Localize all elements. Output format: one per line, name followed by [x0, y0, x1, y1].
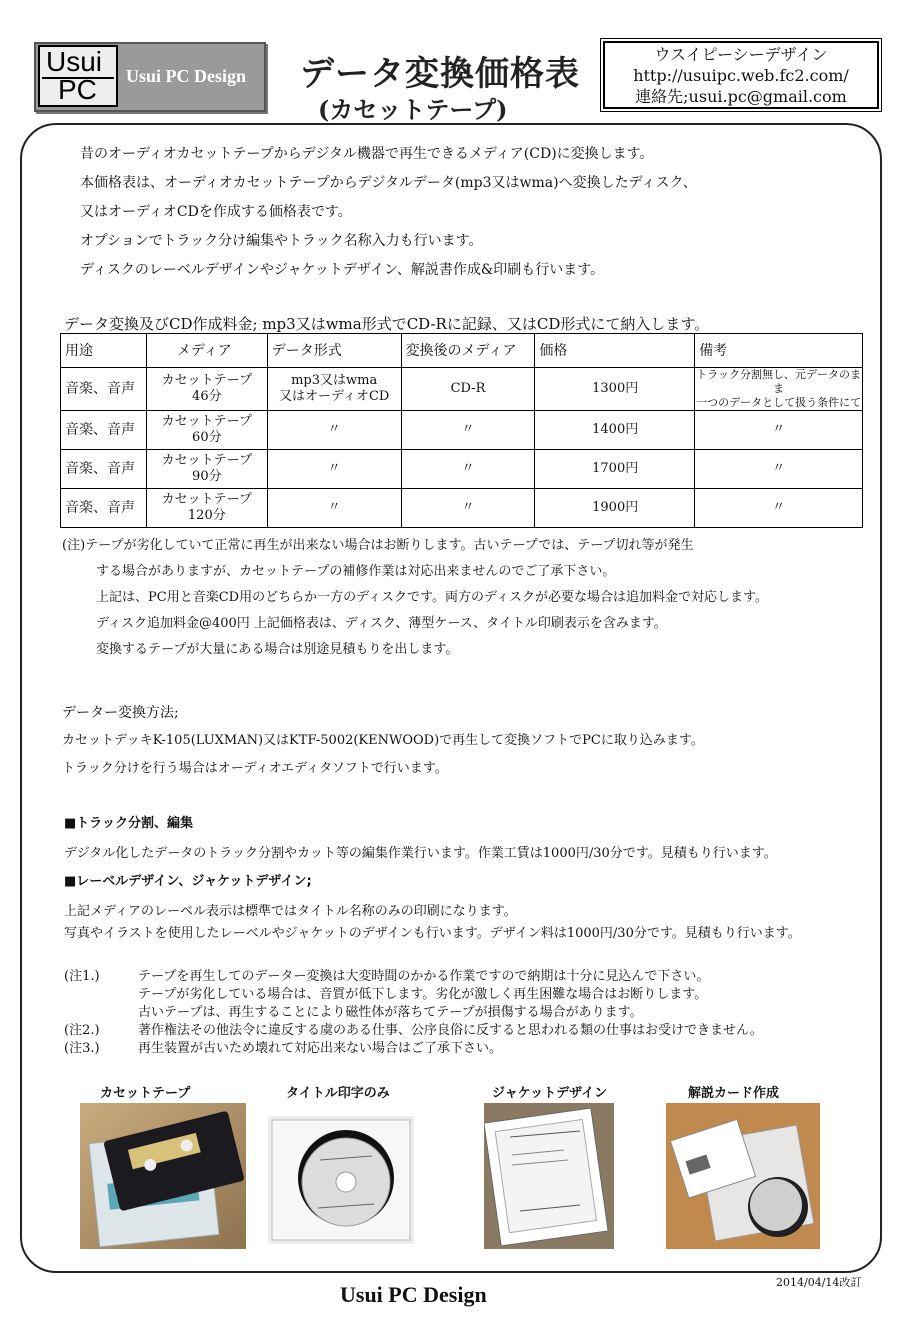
- logo-mark-bottom: PC: [58, 74, 97, 105]
- header-cell: 価格: [535, 334, 695, 368]
- note-line: (注)テープが劣化していて正常に再生が出来ない場合はお断りします。古いテープでは、テープ切れ等が発生: [62, 538, 694, 553]
- note-line: する場合がありますが、カセットテープの補修作業は対応出来ませんのでご了承下さい。: [96, 564, 616, 579]
- cell-note: 〃: [695, 450, 863, 489]
- cell-note: 〃: [695, 411, 863, 450]
- logo-mark-top: Usui: [46, 46, 103, 77]
- contact-email[interactable]: 連絡先;usui.pc@gmail.com: [635, 87, 847, 106]
- intro-line: 又はオーディオCDを作成する価格表です。: [80, 204, 352, 220]
- cell-media: カセットテープ 90分: [146, 450, 267, 489]
- cell-price: 1400円: [535, 411, 695, 450]
- logo-mark: [38, 45, 118, 107]
- table-row: [61, 368, 863, 411]
- photo-caption: タイトル印字のみ: [286, 1086, 390, 1101]
- cell-price: 1300円: [535, 368, 695, 411]
- price-table: [60, 333, 863, 528]
- method-line: トラック分けを行う場合はオーディオエディタソフトで行います。: [62, 761, 448, 776]
- footnote-row: (注2.) 著作権法その他法令に違反する虞のある仕事、公序良俗に反すると思われる類の仕事はお受けできません。: [64, 1023, 763, 1038]
- table-row: [61, 489, 863, 528]
- logo-text: Usui PC Design: [126, 66, 247, 86]
- header-cell: 用途: [61, 334, 147, 368]
- cell-format: 〃: [267, 489, 401, 528]
- label-design-line: 上記メディアのレーベル表示は標準ではタイトル名称のみの印刷になります。: [64, 904, 517, 919]
- cell-use: 音楽、音声: [61, 489, 147, 528]
- label-design-title: ■レーベルデザイン、ジャケットデザイン;: [64, 874, 312, 889]
- footnote-row: テープが劣化している場合は、音質が低下します。劣化が激しく再生困難な場合はお断りします。: [138, 987, 708, 1002]
- cell-note: 〃: [695, 489, 863, 528]
- booklet-card-photo: [666, 1103, 820, 1249]
- cell-output: 〃: [401, 411, 535, 450]
- photo-caption: ジャケットデザイン: [492, 1086, 608, 1101]
- header-cell: 変換後のメディア: [401, 334, 535, 368]
- price-section-title: データ変換及びCD作成料金; mp3又はwma形式でCD-Rに記録、又はCD形式にて納入します。: [64, 315, 710, 333]
- contact-name: ウスイピーシーデザイン: [654, 45, 828, 64]
- cell-note: トラック分割無し、元データのまま 一つのデータとして扱う条件にて: [696, 368, 862, 409]
- cell-media: カセットテープ 60分: [146, 411, 267, 450]
- cell-use: 音楽、音声: [61, 368, 147, 411]
- cd-title-only-photo: [268, 1116, 414, 1244]
- revision-date: 2014/04/14改訂: [776, 1276, 862, 1289]
- intro-line: 本価格表は、オーディオカセットテープからデジタルデータ(mp3又はwma)へ変換したディスク、: [80, 175, 697, 191]
- intro-line: ディスクのレーベルデザインやジャケットデザイン、解説書作成&印刷も行います。: [80, 262, 605, 278]
- note-line: 上記は、PC用と音楽CD用のどちらか一方のディスクです。両方のディスクが必要な場合は追加料金で対応します。: [96, 590, 768, 605]
- footnotes: [64, 968, 763, 1058]
- photo-caption: 解説カード作成: [688, 1086, 780, 1101]
- contact-url[interactable]: http://usuipc.web.fc2.com/: [633, 66, 849, 85]
- page-title: データ変換価格表: [300, 54, 580, 94]
- cell-output: 〃: [401, 450, 535, 489]
- contact-box: [600, 38, 882, 112]
- footer-brand: Usui PC Design: [340, 1282, 487, 1307]
- method-title: データー変換方法;: [62, 705, 179, 721]
- table-row: [61, 450, 863, 489]
- cell-price: 1700円: [535, 450, 695, 489]
- table-row: [61, 411, 863, 450]
- cell-price: 1900円: [535, 489, 695, 528]
- intro-line: オプションでトラック分け編集やトラック名称入力も行います。: [80, 233, 483, 249]
- cell-output: CD-R: [401, 368, 535, 411]
- track-edit-title: ■トラック分割、編集: [64, 816, 194, 831]
- track-edit-body: デジタル化したデータのトラック分割やカット等の編集作業行います。作業工賃は1000円/30分です。見積もり行います。: [64, 846, 777, 861]
- notes: [62, 533, 768, 663]
- table-header-row: [61, 334, 863, 368]
- cell-use: 音楽、音声: [61, 411, 147, 450]
- cell-media: カセットテープ 120分: [146, 489, 267, 528]
- header-cell: データ形式: [267, 334, 401, 368]
- cell-format: 〃: [267, 411, 401, 450]
- cassette-tape-photo: [80, 1103, 246, 1249]
- note-line: ディスク追加料金@400円 上記価格表は、ディスク、薄型ケース、タイトル印刷表示を含みます。: [96, 616, 667, 631]
- cell-output: 〃: [401, 489, 535, 528]
- header-cell: メディア: [146, 334, 267, 368]
- footnote-row: 古いテープは、再生することにより磁性体が落ちてテープが損傷する場合があります。: [138, 1005, 643, 1020]
- note-line: 変換するテープが大量にある場合は別途見積もりを出します。: [96, 642, 459, 657]
- footnote-row: (注1.) テープを再生してのデーター変換は大変時間のかかる作業ですので納期は十分に見込んで下さい。: [64, 969, 710, 984]
- photo-caption: カセットテープ: [100, 1086, 191, 1101]
- intro-text: [80, 140, 697, 285]
- page-subtitle: (カセットテープ): [318, 95, 508, 124]
- cell-format: mp3又はwma 又はオーディオCD: [267, 368, 401, 411]
- header-cell: 備考: [695, 334, 863, 368]
- label-design-line: 写真やイラストを使用したレーベルやジャケットのデザインも行います。デザイン料は1000円/30分です。見積もり行います。: [64, 926, 801, 941]
- intro-line: 昔のオーディオカセットテープからデジタル機器で再生できるメディア(CD)に変換します。: [80, 146, 654, 162]
- jacket-design-photo: [484, 1103, 614, 1249]
- cell-format: 〃: [267, 450, 401, 489]
- method-line: カセットデッキK-105(LUXMAN)又はKTF-5002(KENWOOD)で再生して変換ソフトでPCに取り込みます。: [62, 733, 704, 748]
- cell-media: カセットテープ 46分: [146, 368, 267, 411]
- cell-use: 音楽、音声: [61, 450, 147, 489]
- footnote-row: (注3.) 再生装置が古いため壊れて対応出来ない場合はご了承下さい。: [64, 1041, 503, 1056]
- method-section: [62, 699, 704, 783]
